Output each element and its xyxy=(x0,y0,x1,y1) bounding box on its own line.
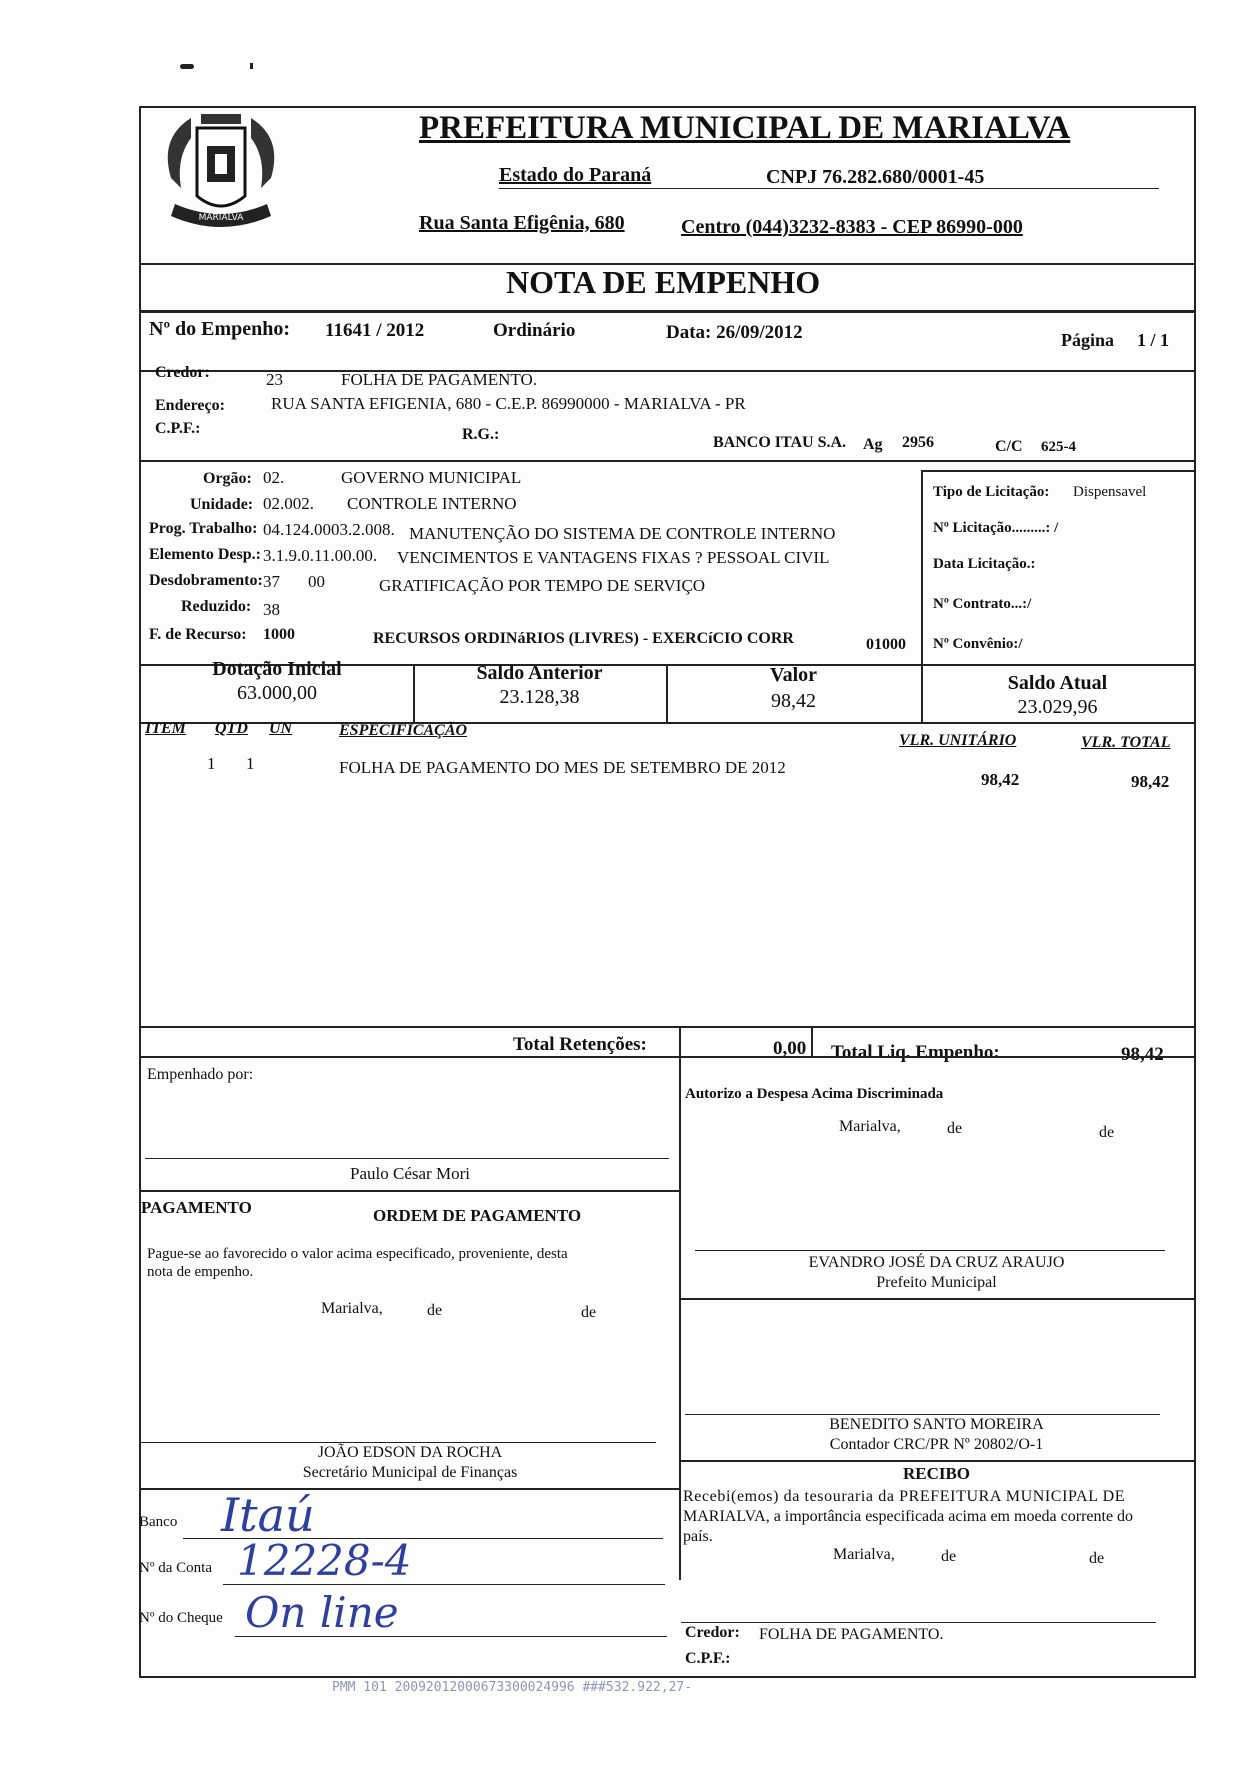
signature-line xyxy=(695,1250,1165,1251)
agencia-value: 2956 xyxy=(902,434,934,451)
scan-speck xyxy=(250,63,253,69)
elemento-label: Elemento Desp.: xyxy=(149,546,261,563)
divider xyxy=(679,1298,1194,1300)
saldo-atual-value: 23.029,96 xyxy=(1017,696,1098,718)
recibo-cpf-label: C.P.F.: xyxy=(685,1650,731,1667)
col-item: ITEM xyxy=(145,720,186,737)
estado-label: Estado do Paraná xyxy=(499,164,652,186)
recibo-label: RECIBO xyxy=(902,1464,971,1483)
signature-line xyxy=(145,1158,669,1159)
total-liq-label: Total Liq. Empenho: xyxy=(831,1042,1000,1063)
unidade-label: Unidade: xyxy=(190,496,254,513)
prog-value: MANUTENÇÃO DO SISTEMA DE CONTROLE INTERNO xyxy=(409,524,836,543)
row-especificacao: FOLHA DE PAGAMENTO DO MES DE SETEMBRO DE 2012 xyxy=(339,758,786,777)
ordem-pagamento-label: ORDEM DE PAGAMENTO xyxy=(373,1206,582,1225)
divider xyxy=(141,310,1194,313)
signature-line xyxy=(141,1442,656,1443)
agencia-label: Ag xyxy=(863,436,883,453)
seal-label: MARIALVA xyxy=(198,213,244,223)
banco-value: BANCO ITAU S.A. xyxy=(713,434,847,451)
col-un: UN xyxy=(269,720,293,737)
unidade-code: 02.002. xyxy=(263,494,314,513)
credor-label: Credor: xyxy=(155,364,210,381)
recibo-text-2: MARIALVA, a importância especificada acima em moeda corrente do xyxy=(683,1508,1134,1525)
nota-de-empenho-form xyxy=(139,106,1196,1678)
recurso-num: 01000 xyxy=(866,636,906,653)
empenho-type: Ordinário xyxy=(493,320,576,341)
recibo-credor-value: FOLHA DE PAGAMENTO. xyxy=(759,1626,944,1643)
banco-handwriting: Itaú xyxy=(221,1488,315,1542)
row-qtd: 1 xyxy=(246,754,255,773)
pagamento-city: Marialva, xyxy=(321,1300,383,1317)
dotacao-inicial-value: 63.000,00 xyxy=(237,682,317,704)
col-vlr-unitario: VLR. UNITÁRIO xyxy=(899,732,1017,749)
recibo-city: Marialva, xyxy=(833,1546,895,1563)
cnpj-label: CNPJ 76.282.680/0001-45 xyxy=(766,166,985,188)
desdobramento-code: 37 xyxy=(263,572,280,591)
col-vlr-total: VLR. TOTAL xyxy=(1081,734,1171,751)
cheque-handwriting: On line xyxy=(245,1588,399,1637)
total-liq-value: 98,42 xyxy=(1121,1044,1164,1065)
municipal-seal-icon xyxy=(151,108,291,248)
prefeito-name: EVANDRO JOSÉ DA CRUZ ARAUJO xyxy=(808,1254,1065,1271)
desdobramento-value: GRATIFICAÇÃO POR TEMPO DE SERVIÇO xyxy=(379,576,706,595)
total-retencoes-label: Total Retenções: xyxy=(513,1034,647,1055)
recibo-de1: de xyxy=(941,1548,957,1565)
prog-code: 04.124.0003.2.008. xyxy=(263,520,395,539)
signature-line xyxy=(681,1622,1156,1623)
divider xyxy=(141,1190,679,1192)
prog-label: Prog. Trabalho: xyxy=(149,520,258,537)
address-label: Rua Santa Efigênia, 680 xyxy=(419,212,625,234)
recibo-de2: de xyxy=(1089,1550,1105,1567)
conta-label: Nº da Conta xyxy=(139,1560,212,1576)
dotacao-inicial-label: Dotação Inicial xyxy=(212,658,342,680)
col-qtd: QTD xyxy=(215,720,248,737)
conta-label: C/C xyxy=(995,438,1023,455)
pagamento-text-2: nota de empenho. xyxy=(147,1264,254,1280)
cpf-label: C.P.F.: xyxy=(155,420,201,437)
endereco-label: Endereço: xyxy=(155,397,225,414)
endereco-value: RUA SANTA EFIGENIA, 680 - C.E.P. 86990000 - MARIALVA - PR xyxy=(271,394,746,413)
col-especificacao: ESPECIFICAÇÃO xyxy=(339,722,468,739)
elemento-code: 3.1.9.0.11.00.00. xyxy=(263,546,378,565)
prefeito-role: Prefeito Municipal xyxy=(876,1274,997,1291)
saldo-atual-label: Saldo Atual xyxy=(1007,672,1108,694)
orgao-value: GOVERNO MUNICIPAL xyxy=(341,468,522,487)
recibo-text-1: Recebi(emos) da tesouraria da PREFEITURA MUNICIPAL DE xyxy=(683,1488,1126,1505)
recurso-label: F. de Recurso: xyxy=(149,626,247,643)
valor-label: Valor xyxy=(769,664,818,686)
valor-value: 98,42 xyxy=(771,690,816,712)
contador-name: BENEDITO SANTO MOREIRA xyxy=(829,1416,1044,1433)
divider xyxy=(141,722,1194,724)
reduzido-label: Reduzido: xyxy=(181,598,252,615)
recurso-value: RECURSOS ORDINáRIOS (LIVRES) - EXERCíCIO CORR xyxy=(373,630,794,647)
orgao-label: Orgão: xyxy=(203,470,252,487)
recibo-credor-label: Credor: xyxy=(685,1624,740,1641)
empenhado-label: Empenhado por: xyxy=(147,1066,254,1083)
conta-value: 625-4 xyxy=(1041,439,1076,455)
divider xyxy=(141,370,1194,372)
rg-label: R.G.: xyxy=(462,426,500,443)
empenhado-name: Paulo César Mori xyxy=(350,1164,470,1183)
elemento-value: VENCIMENTOS E VANTAGENS FIXAS ? PESSOAL CIVIL xyxy=(397,548,830,567)
autorizo-de2: de xyxy=(1099,1124,1115,1141)
cheque-label: Nº do Cheque xyxy=(139,1610,223,1626)
data-licitacao-label: Data Licitação.: xyxy=(933,556,1036,572)
doc-title: NOTA DE EMPENHO xyxy=(506,264,821,300)
saldo-anterior-value: 23.128,38 xyxy=(499,686,580,708)
autorizo-city: Marialva, xyxy=(839,1118,901,1135)
desdobramento-label: Desdobramento: xyxy=(149,572,263,589)
divider xyxy=(141,1026,1194,1028)
contact-label: Centro (044)3232-8383 - CEP 86990-000 xyxy=(681,216,1023,238)
recurso-code: 1000 xyxy=(263,626,295,643)
contador-role: Contador CRC/PR Nº 20802/O-1 xyxy=(829,1436,1044,1453)
orgao-code: 02. xyxy=(263,468,285,487)
credor-code: 23 xyxy=(266,370,283,389)
signature-line xyxy=(685,1414,1160,1415)
header-underline xyxy=(499,188,1159,189)
empenho-label: Nº do Empenho: xyxy=(149,318,291,340)
pagamento-de1: de xyxy=(427,1302,443,1319)
divider xyxy=(679,1026,681,1580)
divider xyxy=(679,1460,1194,1462)
divider xyxy=(141,460,1194,462)
saldo-anterior-label: Saldo Anterior xyxy=(476,662,603,684)
autorizo-label: Autorizo a Despesa Acima Discriminada xyxy=(685,1086,944,1102)
reduzido-value: 38 xyxy=(263,600,280,619)
desdobramento-sub: 00 xyxy=(308,572,325,591)
scan-speck xyxy=(180,64,194,69)
licitacao-number-label: Nº Licitação.........: / xyxy=(933,520,1059,536)
credor-name: FOLHA DE PAGAMENTO. xyxy=(341,370,537,389)
divider xyxy=(141,1056,1194,1058)
divider xyxy=(921,470,1194,472)
empenho-date: Data: 26/09/2012 xyxy=(666,322,803,343)
page-number: 1 / 1 xyxy=(1137,330,1170,350)
page-label: Página xyxy=(1061,330,1115,350)
unidade-value: CONTROLE INTERNO xyxy=(347,494,517,513)
row-vlr-total: 98,42 xyxy=(1131,772,1170,791)
divider xyxy=(921,470,923,668)
conta-handwriting: 12228-4 xyxy=(237,1536,412,1585)
divider xyxy=(811,1026,813,1056)
contrato-label: Nº Contrato...:/ xyxy=(933,596,1032,612)
footer-code: PMM 101 20092012000673300024996 ###532.922,27- xyxy=(332,1680,693,1695)
pagamento-label: PAGAMENTO xyxy=(141,1198,252,1217)
row-vlr-unitario: 98,42 xyxy=(981,770,1020,789)
recibo-text-3: país. xyxy=(683,1528,713,1545)
autorizo-de1: de xyxy=(947,1120,963,1137)
tipo-licitacao-label: Tipo de Licitação: xyxy=(933,484,1050,500)
secretario-name: JOÃO EDSON DA ROCHA xyxy=(317,1444,503,1461)
pagamento-text-1: Pague-se ao favorecido o valor acima especificado, proveniente, desta xyxy=(147,1246,568,1262)
banco-label: Banco xyxy=(139,1514,178,1530)
pagamento-de2: de xyxy=(581,1304,597,1321)
page-title: PREFEITURA MUNICIPAL DE MARIALVA xyxy=(419,110,1071,146)
total-retencoes-value: 0,00 xyxy=(773,1038,807,1059)
convenio-label: Nº Convênio:/ xyxy=(933,636,1023,652)
tipo-licitacao-value: Dispensavel xyxy=(1073,484,1147,500)
empenho-number: 11641 / 2012 xyxy=(325,320,425,341)
row-item: 1 xyxy=(207,754,216,773)
secretario-role: Secretário Municipal de Finanças xyxy=(302,1464,518,1481)
